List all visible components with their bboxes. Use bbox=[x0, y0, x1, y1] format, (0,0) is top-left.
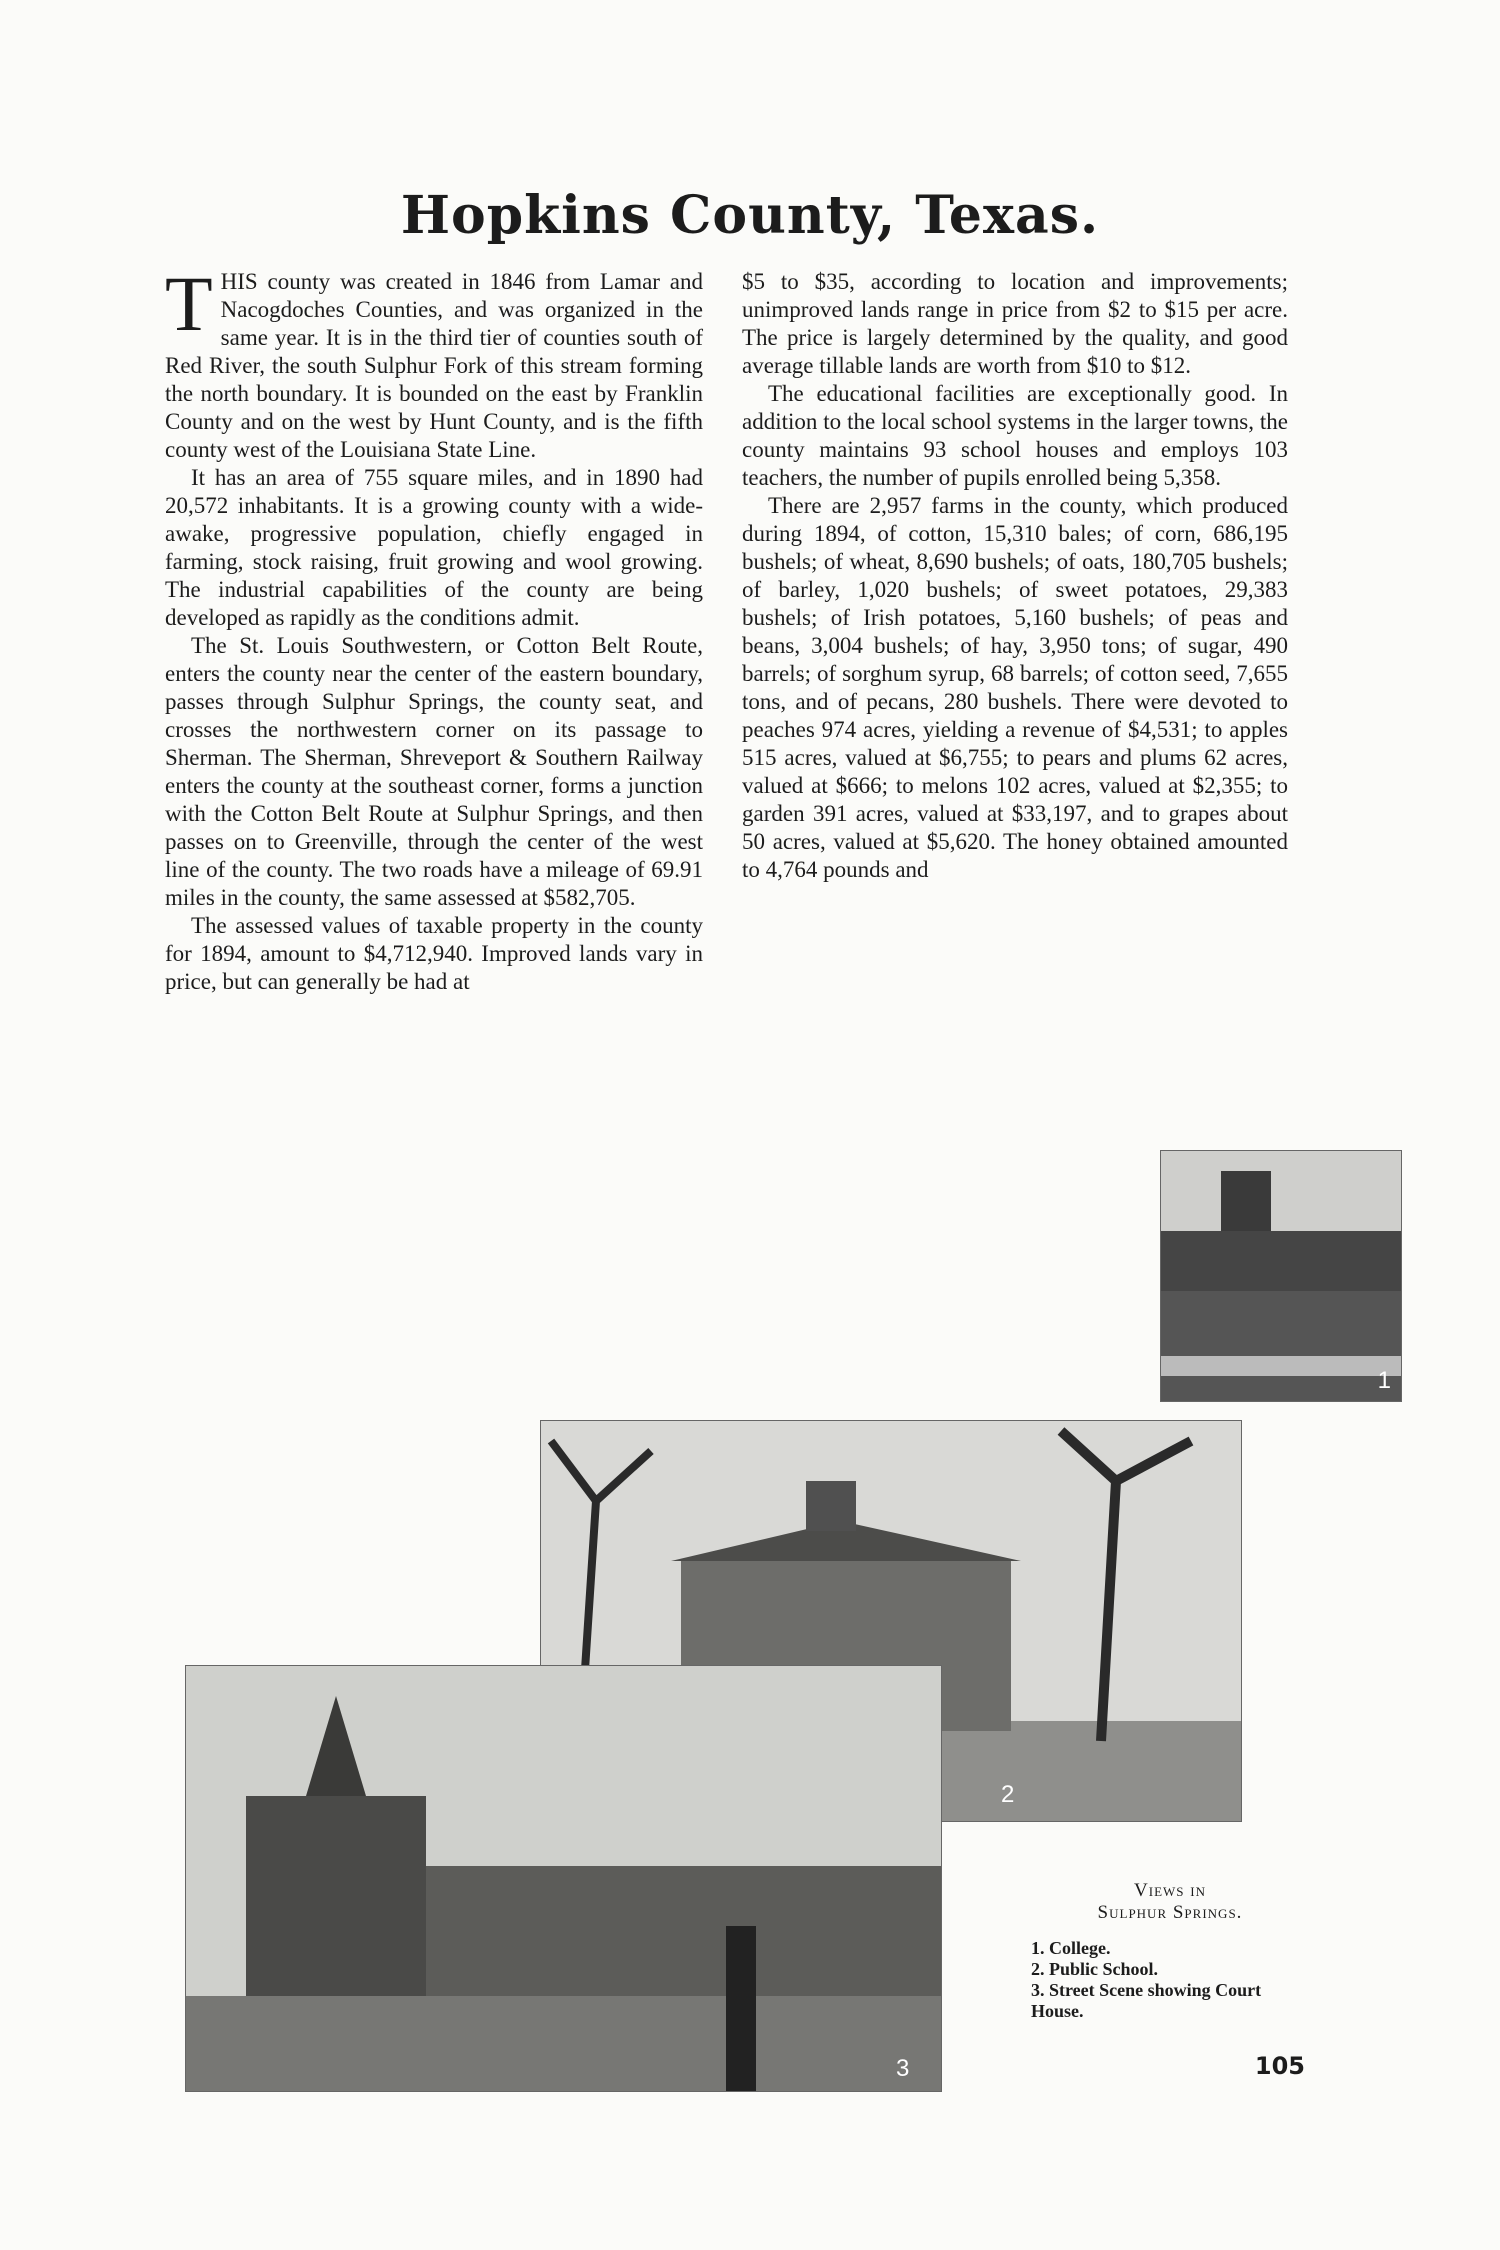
right-text-column bbox=[742, 268, 1288, 884]
photo-number: 2 bbox=[1001, 1781, 1015, 1808]
photo-number: 3 bbox=[896, 2055, 910, 2082]
caption-item: 3. Street Scene showing Court House. bbox=[1031, 1980, 1262, 2021]
caption-item: 2. Public School. bbox=[1031, 1959, 1159, 1979]
paragraph: It has an area of 755 square miles, and in 1890 had 20,572 inhabitants. It is a growing county with a wide-awake, progressive population, chiefly engaged in farming, stock raising, fruit growing and wool growing. The industrial capabilities of the county are being developed as rapidly as the conditions admit. bbox=[165, 465, 703, 630]
paragraph: The St. Louis Southwestern, or Cotton Belt Route, enters the county near the center of the eastern boundary, passes through Sulphur Springs, the county seat, and crosses the northwestern corner on its passage to Sherman. The Sherman, Shreveport & Southern Railway enters the county at the southeast corner, forms a junction with the Cotton Belt Route at Sulphur Springs, and then passes on to Greenville, through the center of the west line of the county. The two roads have a mileage of 69.91 miles in the county, the same assessed at $582,705. bbox=[165, 633, 703, 910]
photo-college bbox=[1160, 1150, 1402, 1402]
photo-number: 1 bbox=[1377, 1367, 1391, 1394]
street-scene-image bbox=[186, 1666, 941, 2091]
caption-heading: Views in Sulphur Springs. bbox=[1097, 1880, 1243, 1923]
page-number: 105 bbox=[1254, 2052, 1305, 2080]
caption-list bbox=[1025, 1938, 1315, 2022]
paragraph: $5 to $35, according to location and improvements; unimproved lands range in price from $2 to $15 per acre. The price is largely determined by the quality, and good average tillable lands are worth from $10 to $12. bbox=[742, 269, 1288, 378]
drop-cap: T bbox=[165, 260, 213, 347]
caption-item: 1. College. bbox=[1031, 1938, 1111, 1958]
page-title: Hopkins County, Texas. bbox=[400, 185, 1100, 246]
photo-street-scene bbox=[185, 1665, 942, 2092]
paragraph: The assessed values of taxable property in the county for 1894, amount to $4,712,940. Improved lands vary in price, but can generally be had at bbox=[165, 913, 703, 994]
left-text-column bbox=[165, 260, 703, 996]
paragraph: THIS county was created in 1846 from Lamar and Nacogdoches Counties, and was organized in the same year. It is in the third tier of counties south of Red River, the south Sulphur Fork of this stream forming the north boundary. It is bounded on the east by Franklin County and on the west by Hunt County, and is the fifth county west of the Louisiana State Line. bbox=[165, 260, 703, 462]
photo-caption bbox=[1025, 1880, 1315, 2022]
paragraph: There are 2,957 farms in the county, which produced during 1894, of cotton, 15,310 bales; of corn, 686,195 bushels; of wheat, 8,690 bushels; of oats, 180,705 bushels; of barley, 1,020 bushels; of sweet potatoes, 29,383 bushels; of Irish potatoes, 5,160 bushels; of peas and beans, 3,004 bushels; of hay, 3,950 tons; of sugar, 490 barrels; of sorghum syrup, 68 barrels; of cotton seed, 7,655 tons, and of pecans, 280 bushels. There were devoted to peaches 974 acres, yielding a revenue of $4,531; to apples 515 acres, valued at $6,755; to pears and plums 62 acres, valued at $666; to melons 102 acres, valued at $2,355; to garden 391 acres, valued at $33,197, and to grapes about 50 acres, valued at $5,620. The honey obtained amounted to 4,764 pounds and bbox=[742, 493, 1288, 882]
college-image bbox=[1161, 1151, 1401, 1401]
paragraph: The educational facilities are exceptionally good. In addition to the local school systems in the larger towns, the county maintains 93 school houses and employs 103 teachers, the number of pupils enrolled being 5,358. bbox=[742, 381, 1288, 490]
